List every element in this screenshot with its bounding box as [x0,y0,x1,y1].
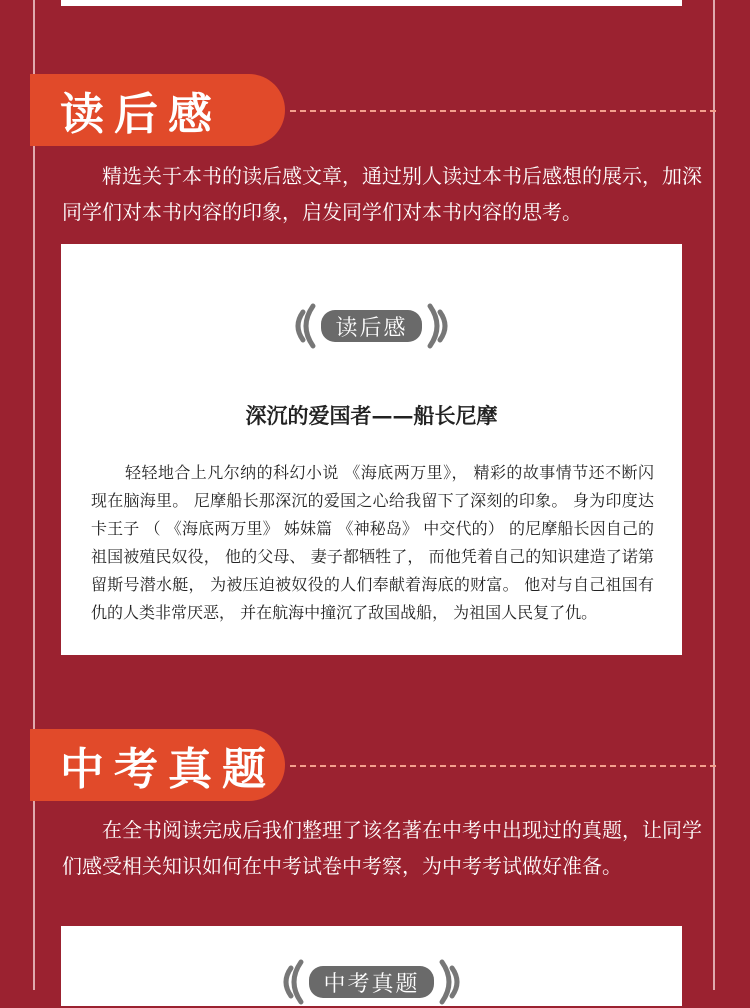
sample-page-card [61,926,682,1006]
article-body: 轻轻地合上凡尔纳的科幻小说 《海底两万里》， 精彩的故事情节还不断闪现在脑海里。 尼摩船长那深沉的爱国之心给我留下了深刻的印象。 身为印度达卡王子 （ 《海底两万里》 姊妹篇 《神秘岛》 中交代的） 的尼摩船长因自己的祖国被殖民奴役， 他的父母、 妻子都牺牲了， 而他凭着自己的知识建造了诺第留斯号潜水艇， 为被压迫被奴役的人们奉献着海底的财富。 他对与自己祖国有仇的人类非常厌恶， 并在航海中撞沉了敌国战船， 为祖国人民复了仇。 [91,463,654,622]
section-divider [290,110,716,112]
section-tab-label: 中考真题 [60,744,276,795]
right-border-line [713,0,715,990]
sound-wave-left-icon [281,956,309,1008]
section-intro: 精选关于本书的读后感文章，通过别人读过本书后感想的展示，加深同学们对本书内容的印象，启发同学们对本书内容的思考。 [62,164,702,224]
sound-wave-left-icon [293,300,321,352]
section-intro: 在全书阅读完成后我们整理了该名著在中考中出现过的真题，让同学们感受相关知识如何在中考试卷中考察，为中考考试做好准备。 [62,818,702,878]
section-badge: 中考真题 [309,966,433,998]
section-badge: 读后感 [321,310,421,342]
article-title: 深沉的爱国者——船长尼摩 [245,403,498,428]
sound-wave-right-icon [422,300,450,352]
section-tab-exam-questions [30,729,285,801]
section-tab-label: 读后感 [60,89,222,140]
section-divider [290,765,716,767]
badge-group [61,956,682,1008]
section-tab-reading-reflection [30,74,285,146]
badge-group [61,300,682,352]
sound-wave-right-icon [434,956,462,1008]
previous-card-bottom [61,0,682,6]
sample-page-card [61,244,682,655]
left-border-line [33,0,35,990]
